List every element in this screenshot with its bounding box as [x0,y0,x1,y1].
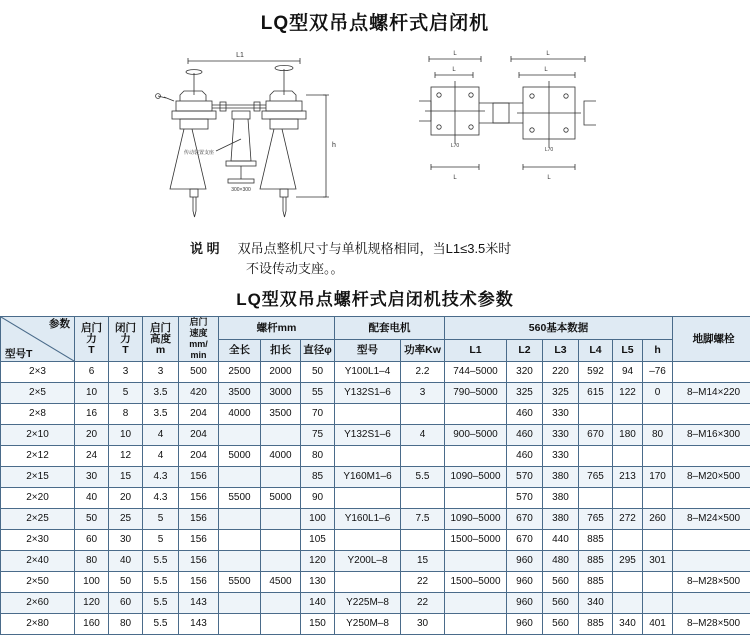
table-row [1,488,750,509]
cell-motor-model [335,446,401,467]
cell-model: 2×60 [1,593,75,614]
cell-l3: 330 [543,404,579,425]
cell-motor-model: Y132S1–6 [335,383,401,404]
cell-speed: 204 [179,404,219,425]
cell-speed: 156 [179,509,219,530]
cell-l4: 670 [579,425,613,446]
cell-speed: 143 [179,614,219,635]
cell-l2: 325 [507,383,543,404]
table-row [1,404,750,425]
table-row [1,467,750,488]
cell-motor-power: 15 [401,551,445,572]
cell-l1 [445,488,507,509]
cell-h [643,530,673,551]
cell-screw-len [219,467,261,488]
header-open-height-l2: 高度 [143,334,178,345]
cell-l3: 330 [543,425,579,446]
cell-motor-model: Y200L–8 [335,551,401,572]
header-l5: L5 [613,339,643,362]
cell-open-force: 16 [75,404,109,425]
cell-open-force: 10 [75,383,109,404]
cell-close-force: 50 [109,572,143,593]
cell-screw-len: 5500 [219,488,261,509]
header-open-speed [179,317,219,362]
cell-l4 [579,404,613,425]
header-l3: L3 [543,339,579,362]
header-group-screw: 螺杆mm [219,317,335,340]
header-open-force-l3: T [75,345,108,356]
cell-h: 260 [643,509,673,530]
header-group-motor: 配套电机 [335,317,445,340]
cell-screw-hook: 3000 [261,383,301,404]
cell-model: 2×50 [1,572,75,593]
cell-l2: 960 [507,572,543,593]
cell-l1 [445,614,507,635]
cell-speed: 156 [179,551,219,572]
cell-screw-hook: 4000 [261,446,301,467]
cell-l1: 744–5000 [445,362,507,383]
header-open-height-l1: 启门 [143,323,178,334]
cell-height: 4 [143,446,179,467]
cell-screw-len [219,530,261,551]
cell-l5: 122 [613,383,643,404]
cell-h [643,488,673,509]
cell-bolt: 8–M28×500 [673,572,750,593]
cell-model: 2×12 [1,446,75,467]
table-row [1,509,750,530]
cell-motor-model: Y160M1–6 [335,467,401,488]
cell-l1: 900–5000 [445,425,507,446]
header-param-label: 参数 [49,318,70,330]
header-open-speed-l2: 速度 [179,328,218,339]
cell-l1 [445,404,507,425]
cell-speed: 156 [179,467,219,488]
table-row [1,362,750,383]
cell-l2: 960 [507,614,543,635]
cell-l5 [613,404,643,425]
cell-motor-power: 7.5 [401,509,445,530]
cell-l4: 765 [579,509,613,530]
cell-bolt: 8–M20×500 [673,467,750,488]
note-line-1: 双吊点整机尺寸与单机规格相同，当L1≤3.5米时 [238,241,512,256]
cell-l3: 330 [543,446,579,467]
svg-text:L: L [547,175,551,181]
header-open-height [143,317,179,362]
cell-close-force: 3 [109,362,143,383]
cell-l5 [613,593,643,614]
cell-l2: 670 [507,509,543,530]
cell-open-force: 80 [75,551,109,572]
cell-l4: 885 [579,614,613,635]
cell-h [643,572,673,593]
cell-screw-dia: 130 [301,572,335,593]
cell-close-force: 80 [109,614,143,635]
cell-l1 [445,593,507,614]
cell-l1 [445,446,507,467]
cell-l3: 480 [543,551,579,572]
cell-height: 4.3 [143,488,179,509]
cell-open-force: 100 [75,572,109,593]
cell-motor-power [401,446,445,467]
table-row [1,530,750,551]
cell-motor-power: 2.2 [401,362,445,383]
cell-l3: 560 [543,614,579,635]
cell-height: 3.5 [143,404,179,425]
cell-l2: 960 [507,551,543,572]
cell-screw-dia: 80 [301,446,335,467]
header-close-force-l2: 力 [109,334,142,345]
cell-screw-hook [261,614,301,635]
cell-l4 [579,488,613,509]
header-open-force [75,317,109,362]
cell-l2: 460 [507,404,543,425]
cell-screw-dia: 120 [301,551,335,572]
cell-l1 [445,551,507,572]
cell-h: 401 [643,614,673,635]
cell-h: 170 [643,467,673,488]
cell-motor-power [401,530,445,551]
note-line-2: 不设传动支座。。 [190,259,750,279]
table-row [1,551,750,572]
cell-h [643,446,673,467]
cell-bolt [673,362,750,383]
cell-motor-model [335,530,401,551]
svg-text:L: L [452,67,456,73]
cell-bolt: 8–M14×220 [673,383,750,404]
cell-screw-hook [261,551,301,572]
svg-text:L: L [544,67,548,73]
cell-screw-hook [261,509,301,530]
cell-open-force: 160 [75,614,109,635]
cell-close-force: 25 [109,509,143,530]
cell-model: 2×3 [1,362,75,383]
cell-close-force: 8 [109,404,143,425]
header-motor-model: 型号 [335,339,401,362]
cell-l2: 670 [507,530,543,551]
table-body [1,362,750,635]
cell-speed: 156 [179,572,219,593]
cell-speed: 204 [179,425,219,446]
cell-l5: 295 [613,551,643,572]
header-screw-hook: 扣长 [261,339,301,362]
cell-l4: 765 [579,467,613,488]
cell-model: 2×20 [1,488,75,509]
cell-open-force: 60 [75,530,109,551]
cell-open-force: 120 [75,593,109,614]
cell-height: 5.5 [143,614,179,635]
cell-close-force: 40 [109,551,143,572]
cell-l5: 180 [613,425,643,446]
cell-height: 4.3 [143,467,179,488]
cell-l2: 460 [507,425,543,446]
cell-motor-model [335,572,401,593]
cell-h: 301 [643,551,673,572]
table-row [1,425,750,446]
pedestal-caption: 传动装置支座 [184,149,214,156]
table-header-row-1 [1,317,750,340]
header-open-force-l1: 启门 [75,323,108,334]
cell-l4: 340 [579,593,613,614]
cell-motor-power: 22 [401,572,445,593]
cell-speed: 204 [179,446,219,467]
cell-l3: 325 [543,383,579,404]
cell-open-force: 40 [75,488,109,509]
cell-motor-power: 30 [401,614,445,635]
cell-l5: 94 [613,362,643,383]
cell-model: 2×8 [1,404,75,425]
cell-h: 80 [643,425,673,446]
cell-motor-model: Y132S1–6 [335,425,401,446]
cell-screw-hook [261,425,301,446]
spec-table [0,316,750,635]
cell-bolt: 8–M16×300 [673,425,750,446]
header-motor-power: 功率Kw [401,339,445,362]
header-h: h [643,339,673,362]
cell-l5 [613,572,643,593]
cell-l5 [613,488,643,509]
cell-l3: 220 [543,362,579,383]
cell-l4: 592 [579,362,613,383]
cell-model: 2×5 [1,383,75,404]
cell-screw-dia: 150 [301,614,335,635]
cell-model: 2×15 [1,467,75,488]
cell-screw-hook: 5000 [261,488,301,509]
cell-l2: 460 [507,446,543,467]
page-title: LQ型双吊点螺杆式启闭机 [0,0,750,35]
cell-l5 [613,446,643,467]
cell-l1: 1090–5000 [445,509,507,530]
header-close-force-l1: 闭门 [109,323,142,334]
cell-model: 2×40 [1,551,75,572]
cell-screw-len: 4000 [219,404,261,425]
header-anchor-bolt: 地脚螺栓 [673,317,750,362]
cell-open-force: 50 [75,509,109,530]
note-block [0,239,750,279]
cell-open-force: 30 [75,467,109,488]
cell-motor-power: 3 [401,383,445,404]
table-row [1,383,750,404]
header-l1: L1 [445,339,507,362]
cell-screw-dia: 75 [301,425,335,446]
cell-close-force: 15 [109,467,143,488]
hoist-assembly-drawing [150,39,400,224]
cell-model: 2×30 [1,530,75,551]
cell-height: 3.5 [143,383,179,404]
cell-h [643,404,673,425]
cell-l1: 790–5000 [445,383,507,404]
cell-screw-hook: 2000 [261,362,301,383]
svg-text:L: L [453,175,457,181]
cell-motor-power: 5.5 [401,467,445,488]
cell-height: 5 [143,530,179,551]
cell-speed: 156 [179,530,219,551]
cell-screw-dia: 85 [301,467,335,488]
cell-bolt [673,551,750,572]
cell-bolt [673,593,750,614]
svg-text:L: L [546,51,550,57]
svg-text:L1: L1 [236,52,244,59]
header-l4: L4 [579,339,613,362]
header-open-force-l2: 力 [75,334,108,345]
cell-bolt [673,488,750,509]
cell-motor-power [401,488,445,509]
base-size-label: 300×300 [231,187,251,193]
cell-height: 4 [143,425,179,446]
cell-motor-power: 22 [401,593,445,614]
header-screw-len: 全长 [219,339,261,362]
cell-screw-len: 5000 [219,446,261,467]
header-model-label: 型号T [5,348,32,360]
cell-model: 2×10 [1,425,75,446]
header-open-speed-l1: 启门 [179,317,218,328]
cell-model: 2×25 [1,509,75,530]
cell-motor-model: Y100L1–4 [335,362,401,383]
cell-l4: 885 [579,530,613,551]
cell-height: 5 [143,509,179,530]
cell-open-force: 6 [75,362,109,383]
cell-l2: 960 [507,593,543,614]
cell-screw-hook [261,593,301,614]
cell-l1: 1500–5000 [445,530,507,551]
cell-screw-len [219,509,261,530]
cell-height: 3 [143,362,179,383]
header-close-force-l3: T [109,345,142,356]
table-row [1,446,750,467]
cell-l4: 885 [579,551,613,572]
figure-area [0,39,750,229]
cell-screw-len [219,614,261,635]
header-open-height-l3: m [143,345,178,356]
header-close-force [109,317,143,362]
cell-h: 0 [643,383,673,404]
cell-motor-model [335,404,401,425]
cell-screw-dia: 90 [301,488,335,509]
cell-screw-dia: 55 [301,383,335,404]
svg-text:h: h [332,142,336,149]
cell-l3: 380 [543,467,579,488]
cell-motor-power: 4 [401,425,445,446]
cell-speed: 143 [179,593,219,614]
cell-screw-dia: 70 [301,404,335,425]
cell-l3: 380 [543,509,579,530]
cell-screw-hook: 3500 [261,404,301,425]
cell-close-force: 10 [109,425,143,446]
cell-bolt: 8–M24×500 [673,509,750,530]
table-row [1,614,750,635]
cell-l3: 560 [543,593,579,614]
header-open-speed-l4: min [179,350,218,361]
cell-screw-dia: 105 [301,530,335,551]
cell-height: 5.5 [143,572,179,593]
cell-screw-len [219,593,261,614]
cell-motor-model: Y160L1–6 [335,509,401,530]
cell-h [643,593,673,614]
cell-l2: 570 [507,488,543,509]
svg-text:L: L [453,51,457,57]
cell-l1: 1500–5000 [445,572,507,593]
cell-bolt [673,530,750,551]
cell-screw-len: 3500 [219,383,261,404]
header-group-basic: 560基本数据 [445,317,673,340]
cell-h: –76 [643,362,673,383]
header-screw-dia: 直径φ [301,339,335,362]
cell-bolt: 8–M28×500 [673,614,750,635]
cell-l3: 380 [543,488,579,509]
svg-text:L70: L70 [451,143,460,149]
svg-text:L70: L70 [545,147,554,153]
cell-close-force: 60 [109,593,143,614]
cell-open-force: 20 [75,425,109,446]
cell-l5: 340 [613,614,643,635]
cell-screw-len: 5500 [219,572,261,593]
cell-l2: 320 [507,362,543,383]
cell-l3: 560 [543,572,579,593]
cell-screw-hook [261,530,301,551]
cell-screw-hook: 4500 [261,572,301,593]
header-open-speed-l3: mm/ [179,339,218,350]
cell-l5: 213 [613,467,643,488]
cell-screw-dia: 100 [301,509,335,530]
cell-l1: 1090–5000 [445,467,507,488]
header-l2: L2 [507,339,543,362]
cell-l5 [613,530,643,551]
cell-close-force: 5 [109,383,143,404]
cell-screw-hook [261,467,301,488]
cell-l4: 885 [579,572,613,593]
cell-motor-power [401,404,445,425]
cell-motor-model [335,488,401,509]
cell-bolt [673,404,750,425]
note-label: 说 明 [190,241,220,256]
cell-l5: 272 [613,509,643,530]
header-corner-cell [1,317,75,362]
cell-close-force: 20 [109,488,143,509]
cell-bolt [673,446,750,467]
cell-motor-model: Y225M–8 [335,593,401,614]
cell-l4: 615 [579,383,613,404]
cell-l4 [579,446,613,467]
cell-close-force: 12 [109,446,143,467]
cell-model: 2×80 [1,614,75,635]
cell-screw-dia: 50 [301,362,335,383]
base-plate-drawing [415,47,600,197]
cell-height: 5.5 [143,593,179,614]
cell-speed: 156 [179,488,219,509]
cell-open-force: 24 [75,446,109,467]
cell-close-force: 30 [109,530,143,551]
table-row [1,593,750,614]
table-row [1,572,750,593]
table-title: LQ型双吊点螺杆式启闭机技术参数 [0,285,750,310]
cell-l3: 440 [543,530,579,551]
cell-screw-len [219,551,261,572]
cell-screw-dia: 140 [301,593,335,614]
cell-l2: 570 [507,467,543,488]
cell-speed: 420 [179,383,219,404]
cell-screw-len [219,425,261,446]
cell-screw-len: 2500 [219,362,261,383]
cell-speed: 500 [179,362,219,383]
cell-motor-model: Y250M–8 [335,614,401,635]
cell-height: 5.5 [143,551,179,572]
